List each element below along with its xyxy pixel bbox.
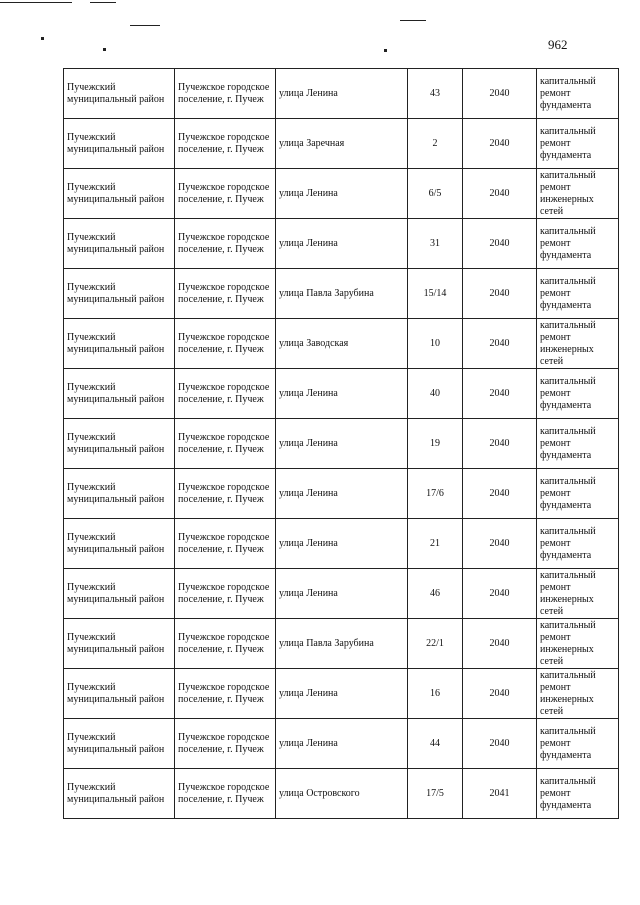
cell-settlement: Пучежское городское поселение, г. Пучеж: [175, 469, 276, 519]
cell-work: капитальный ремонт фундамента: [537, 369, 619, 419]
cell-district: Пучежский муниципальный район: [64, 469, 175, 519]
cell-street: улица Ленина: [276, 69, 408, 119]
cell-year: 2040: [463, 119, 537, 169]
cell-district: Пучежский муниципальный район: [64, 219, 175, 269]
cell-year: 2040: [463, 719, 537, 769]
cell-year: 2040: [463, 419, 537, 469]
cell-year: 2040: [463, 219, 537, 269]
table-row: [64, 369, 619, 419]
cell-settlement: Пучежское городское поселение, г. Пучеж: [175, 269, 276, 319]
cell-district: Пучежский муниципальный район: [64, 769, 175, 819]
cell-work: капитальный ремонт фундамента: [537, 469, 619, 519]
cell-work: капитальный ремонт фундамента: [537, 519, 619, 569]
cell-settlement: Пучежское городское поселение, г. Пучеж: [175, 119, 276, 169]
cell-year: 2040: [463, 369, 537, 419]
scan-artifact-dot: [103, 48, 106, 51]
cell-street: улица Ленина: [276, 369, 408, 419]
table-row: [64, 219, 619, 269]
cell-district: Пучежский муниципальный район: [64, 169, 175, 219]
table-row: [64, 69, 619, 119]
cell-year: 2040: [463, 669, 537, 719]
cell-house: 21: [408, 519, 463, 569]
table-row: [64, 319, 619, 369]
cell-settlement: Пучежское городское поселение, г. Пучеж: [175, 619, 276, 669]
cell-street: улица Островского: [276, 769, 408, 819]
table-row: [64, 569, 619, 619]
housing-repair-table: [63, 68, 619, 819]
table-row: [64, 519, 619, 569]
cell-house: 16: [408, 669, 463, 719]
cell-street: улица Заводская: [276, 319, 408, 369]
cell-house: 2: [408, 119, 463, 169]
table-body: [64, 69, 619, 819]
cell-work: капитальный ремонт фундамента: [537, 219, 619, 269]
cell-district: Пучежский муниципальный район: [64, 319, 175, 369]
cell-year: 2040: [463, 69, 537, 119]
cell-settlement: Пучежское городское поселение, г. Пучеж: [175, 769, 276, 819]
cell-year: 2041: [463, 769, 537, 819]
cell-settlement: Пучежское городское поселение, г. Пучеж: [175, 669, 276, 719]
cell-district: Пучежский муниципальный район: [64, 669, 175, 719]
table-row: [64, 669, 619, 719]
cell-work: капитальный ремонт инженерных сетей: [537, 619, 619, 669]
cell-house: 6/5: [408, 169, 463, 219]
cell-street: улица Павла Зарубина: [276, 619, 408, 669]
cell-year: 2040: [463, 319, 537, 369]
cell-house: 46: [408, 569, 463, 619]
cell-house: 43: [408, 69, 463, 119]
table-row: [64, 419, 619, 469]
cell-street: улица Заречная: [276, 119, 408, 169]
cell-district: Пучежский муниципальный район: [64, 519, 175, 569]
table-row: [64, 769, 619, 819]
cell-street: улица Ленина: [276, 419, 408, 469]
cell-settlement: Пучежское городское поселение, г. Пучеж: [175, 169, 276, 219]
cell-year: 2040: [463, 169, 537, 219]
cell-street: улица Павла Зарубина: [276, 269, 408, 319]
cell-street: улица Ленина: [276, 519, 408, 569]
cell-settlement: Пучежское городское поселение, г. Пучеж: [175, 519, 276, 569]
cell-year: 2040: [463, 569, 537, 619]
cell-work: капитальный ремонт фундамента: [537, 269, 619, 319]
cell-settlement: Пучежское городское поселение, г. Пучеж: [175, 69, 276, 119]
cell-street: улица Ленина: [276, 169, 408, 219]
cell-street: улица Ленина: [276, 569, 408, 619]
cell-settlement: Пучежское городское поселение, г. Пучеж: [175, 419, 276, 469]
cell-house: 10: [408, 319, 463, 369]
cell-settlement: Пучежское городское поселение, г. Пучеж: [175, 569, 276, 619]
cell-work: капитальный ремонт инженерных сетей: [537, 569, 619, 619]
cell-district: Пучежский муниципальный район: [64, 119, 175, 169]
cell-settlement: Пучежское городское поселение, г. Пучеж: [175, 369, 276, 419]
scan-artifact-line: [400, 20, 426, 21]
cell-district: Пучежский муниципальный район: [64, 719, 175, 769]
cell-street: улица Ленина: [276, 719, 408, 769]
scan-artifact-dot: [384, 49, 387, 52]
cell-year: 2040: [463, 269, 537, 319]
cell-house: 15/14: [408, 269, 463, 319]
cell-year: 2040: [463, 469, 537, 519]
table-row: [64, 719, 619, 769]
cell-street: улица Ленина: [276, 469, 408, 519]
cell-house: 22/1: [408, 619, 463, 669]
cell-settlement: Пучежское городское поселение, г. Пучеж: [175, 719, 276, 769]
cell-house: 19: [408, 419, 463, 469]
cell-work: капитальный ремонт инженерных сетей: [537, 669, 619, 719]
cell-settlement: Пучежское городское поселение, г. Пучеж: [175, 319, 276, 369]
table-row: [64, 469, 619, 519]
cell-house: 17/6: [408, 469, 463, 519]
table-row: [64, 619, 619, 669]
cell-work: капитальный ремонт фундамента: [537, 719, 619, 769]
cell-year: 2040: [463, 619, 537, 669]
cell-house: 40: [408, 369, 463, 419]
cell-district: Пучежский муниципальный район: [64, 369, 175, 419]
scan-artifact-dot: [41, 37, 44, 40]
cell-district: Пучежский муниципальный район: [64, 619, 175, 669]
cell-settlement: Пучежское городское поселение, г. Пучеж: [175, 219, 276, 269]
cell-street: улица Ленина: [276, 669, 408, 719]
cell-work: капитальный ремонт фундамента: [537, 769, 619, 819]
cell-work: капитальный ремонт фундамента: [537, 119, 619, 169]
table-row: [64, 119, 619, 169]
page-number: 962: [548, 37, 568, 52]
cell-district: Пучежский муниципальный район: [64, 69, 175, 119]
cell-district: Пучежский муниципальный район: [64, 269, 175, 319]
table-row: [64, 269, 619, 319]
cell-house: 31: [408, 219, 463, 269]
scan-artifact-line: [0, 2, 72, 3]
cell-district: Пучежский муниципальный район: [64, 569, 175, 619]
cell-year: 2040: [463, 519, 537, 569]
cell-work: капитальный ремонт инженерных сетей: [537, 169, 619, 219]
cell-house: 17/5: [408, 769, 463, 819]
cell-work: капитальный ремонт инженерных сетей: [537, 319, 619, 369]
cell-street: улица Ленина: [276, 219, 408, 269]
cell-work: капитальный ремонт фундамента: [537, 419, 619, 469]
cell-house: 44: [408, 719, 463, 769]
table-row: [64, 169, 619, 219]
scan-artifact-line: [130, 25, 160, 26]
scan-artifact-line: [90, 2, 116, 3]
cell-district: Пучежский муниципальный район: [64, 419, 175, 469]
cell-work: капитальный ремонт фундамента: [537, 69, 619, 119]
